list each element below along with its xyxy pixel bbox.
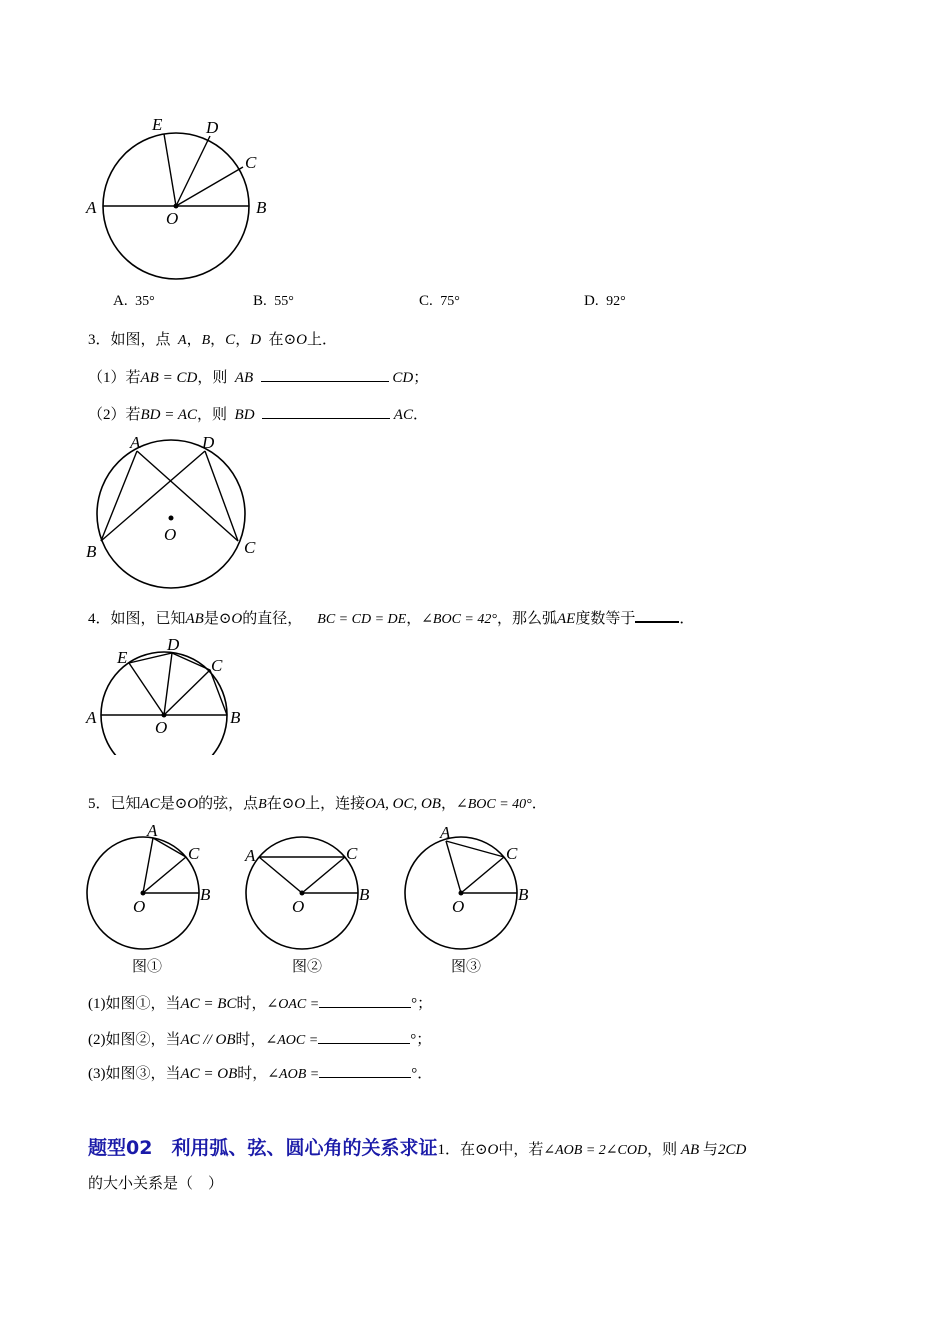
- section-q1-line2: 的大小关系是（ ）: [88, 1176, 224, 1192]
- q4-label-E: E: [117, 648, 128, 667]
- q5-fig3-label-B: B: [518, 885, 529, 904]
- q5-fig1-label-A: A: [147, 821, 158, 840]
- q2-label-B: B: [256, 198, 267, 217]
- q4-stem: 4．如图，已知AB是⊙O的直径， BC = CD = DE，∠BOC = 42°，那么弧AE度数等于 ．: [88, 607, 694, 628]
- q2-option-d[interactable]: D. 92°: [584, 293, 626, 309]
- q5-figure-2: [240, 820, 380, 980]
- q2-figure: [80, 110, 280, 290]
- q5-fig2-label-A: A: [245, 846, 256, 865]
- q5-fig2-label-O: O: [292, 897, 305, 916]
- q5-figure-1: [80, 820, 220, 980]
- q2-label-A: A: [86, 198, 97, 217]
- q2-label-D: D: [206, 118, 219, 137]
- q5-fig2-label-C: C: [346, 844, 358, 863]
- q3-part1-blank[interactable]: [261, 367, 389, 382]
- q2-label-O: O: [166, 209, 179, 228]
- q3-label-A: A: [130, 433, 141, 452]
- q3-label-O: O: [164, 525, 177, 544]
- q5-fig3-label-O: O: [452, 897, 465, 916]
- q3-label-B: B: [86, 542, 97, 561]
- q5-fig1-label-B: B: [200, 885, 211, 904]
- q3-label-D: D: [202, 433, 215, 452]
- q4-blank[interactable]: [635, 607, 679, 623]
- q5-part3-blank[interactable]: [319, 1063, 411, 1078]
- q5-fig2-caption: 图②: [292, 959, 323, 975]
- q5-part2-blank[interactable]: [318, 1029, 410, 1044]
- q4-figure: [80, 635, 255, 755]
- q2-option-a[interactable]: A. 35°: [113, 293, 155, 309]
- q5-fig3-label-C: C: [506, 844, 518, 863]
- q5-part2: (2)如图②，当AC // OB时，∠AOC = °；: [88, 1028, 431, 1049]
- q5-fig1-label-C: C: [188, 844, 200, 863]
- q2-label-E: E: [152, 115, 163, 134]
- q2-label-C: C: [245, 153, 257, 172]
- q4-label-A: A: [86, 708, 97, 727]
- q3-part2-blank[interactable]: [262, 404, 390, 419]
- q3-part2: （2）若BD = AC，则 BD AC．: [88, 403, 428, 424]
- q3-stem: 3．如图，点 A，B，C，D 在⊙O上．: [88, 332, 337, 348]
- section-02: 题型02 利用弧、弦、圆心角的关系求证1．在⊙O中，若∠AOB = 2∠COD，则 AB 与2CD: [88, 1137, 747, 1159]
- q5-fig3-label-A: A: [440, 823, 451, 842]
- q5-part3: (3)如图③，当AC = OB时，∠AOB = °．: [88, 1062, 432, 1083]
- q5-part1-blank[interactable]: [319, 993, 411, 1008]
- q2-option-c[interactable]: C. 75°: [419, 293, 460, 309]
- section-title: 题型02 利用弧、弦、圆心角的关系求证: [88, 1137, 438, 1159]
- q3-figure: [80, 430, 270, 595]
- q5-part1: (1)如图①，当AC = BC时，∠OAC = °；: [88, 992, 432, 1013]
- q4-label-O: O: [155, 718, 168, 737]
- q5-fig2-label-B: B: [359, 885, 370, 904]
- q5-fig1-caption: 图①: [132, 959, 163, 975]
- q4-label-C: C: [211, 656, 223, 675]
- q5-fig3-caption: 图③: [451, 959, 482, 975]
- q3-label-C: C: [244, 538, 256, 557]
- q5-fig1-label-O: O: [133, 897, 146, 916]
- q4-label-B: B: [230, 708, 241, 727]
- q4-label-D: D: [167, 635, 180, 654]
- q2-option-b[interactable]: B. 55°: [253, 293, 294, 309]
- q3-part1: （1）若AB = CD，则 AB CD；: [88, 366, 428, 387]
- q5-stem: 5．已知AC是⊙O的弦，点B在⊙O上，连接OA, OC, OB，∠BOC = 40°．: [88, 796, 547, 812]
- q5-figure-3: [400, 820, 540, 980]
